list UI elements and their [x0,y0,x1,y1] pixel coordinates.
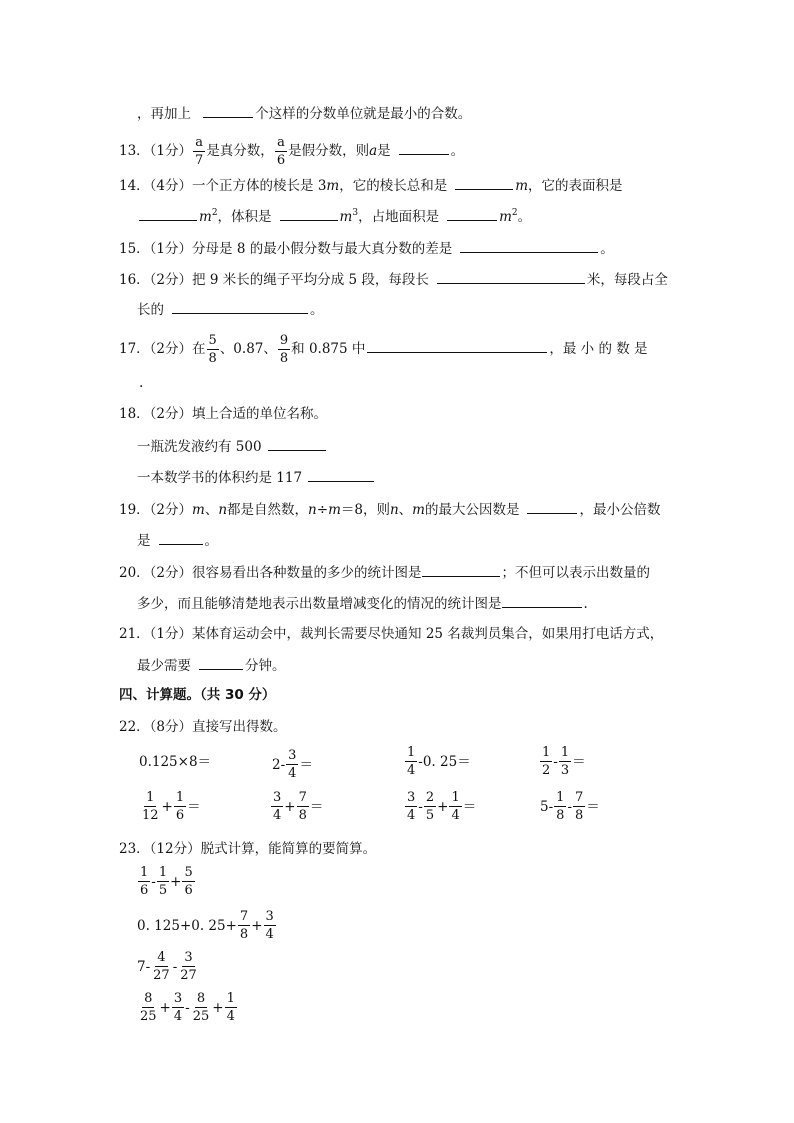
fraction: $\frac{3}{4}$ [265,909,274,942]
answer-blank[interactable] [367,339,547,353]
fraction: $\frac{1}{6}$ [175,790,185,823]
question-19: 19．（2分）m、n都是自然数，n÷m＝8，则n、m的最大公因数是 ，最小公倍数 [119,502,661,518]
answer-blank[interactable] [203,104,253,118]
q23-expression-1: $\frac{1}{6}$ - $\frac{1}{5}$ + $\frac{5}{6}$ [140,865,193,898]
question-18-item2: 一本数学书的体积约是 117 [137,468,376,487]
fraction: $\frac{3}{4}$ [173,991,183,1024]
question-14: 14．（4分）一个正方体的棱长是 3m，它的棱长总和是 m，它的表面积是 [119,178,623,194]
question-16-line2: 长的 。 [137,302,324,318]
question-17-line2: . [139,375,144,391]
fraction: $\frac{3}{4}$ [288,748,297,781]
q22-item-4: $\frac{1}{2}$ - $\frac{1}{3}$ ＝ [542,745,586,778]
line-continuation: ，再加上 个这样的分数单位就是最小的合数。 [137,106,472,122]
answer-blank[interactable] [139,207,197,221]
q22-item-5: $\frac{1}{12}$ + $\frac{1}{6}$ ＝ [142,790,201,823]
fraction: $\frac{3}{4}$ [407,790,416,823]
fraction: $\frac{1}{6}$ [140,865,149,898]
fraction: $\frac{3}{4}$ [273,790,282,823]
answer-blank[interactable] [447,207,497,221]
q22-item-6: $\frac{3}{4}$ + $\frac{7}{8}$ ＝ [273,790,324,823]
fraction: $\frac{1}{2}$ [542,745,551,778]
fraction: $\frac{1}{5}$ [158,865,168,898]
answer-blank[interactable] [172,300,308,314]
q22-item-8: 5- $\frac{1}{8}$ - $\frac{7}{8}$ ＝ [540,790,600,823]
question-13: 13．（1分） $\frac{a}{7}$ 是真分数， $\frac{a}{6}$ 是假分数，则a是 。 [119,135,465,168]
fraction: $\frac{1}{8}$ [556,790,565,823]
question-22: 22．（8分）直接写出得数。 [119,719,287,735]
fraction: $\frac{1}{12}$ [142,790,159,823]
q22-item-2: 2- $\frac{3}{4}$ ＝ [272,748,313,781]
answer-blank[interactable] [527,500,577,514]
fraction: $\frac{5}{6}$ [184,865,193,898]
fraction: $\frac{3}{27}$ [180,950,197,983]
answer-blank[interactable] [399,141,449,155]
question-18-item1: 一瓶洗发液约有 500 [137,437,328,456]
question-16: 16．（2分）把 9 米长的绳子平均分成 5 段，每段长 米，每段占全 [119,272,668,288]
question-20: 20．（2分）很容易看出各种数量的多少的统计图是 ；不但可以表示出数量的 [119,565,651,581]
answer-blank[interactable] [437,270,585,284]
fraction: $\frac{a}{7}$ [195,135,204,168]
question-21-line2: 最少需要 分钟。 [137,658,286,674]
answer-blank[interactable] [199,656,243,670]
question-14-line2: $m^2$，体积是 $m^3$，占地面积是 $m^2$。 [137,207,531,226]
fraction: $\frac{1}{4}$ [226,991,235,1024]
answer-blank[interactable] [308,468,374,482]
fraction: $\frac{7}{8}$ [298,790,307,823]
fraction: $\frac{8}{25}$ [192,991,210,1024]
question-19-line2: 是 。 [137,533,218,549]
fraction: $\frac{2}{5}$ [425,790,435,823]
question-15: 15．（1分）分母是 8 的最小假分数与最大真分数的差是 。 [119,241,614,257]
q22-item-1: 0.125×8＝ [139,754,212,770]
fraction: $\frac{1}{4}$ [451,790,460,823]
answer-blank[interactable] [268,437,326,451]
q22-item-3: $\frac{1}{4}$ -0. 25＝ [407,745,471,778]
q22-item-7: $\frac{3}{4}$ - $\frac{2}{5}$ + $\frac{1}{4}$ ＝ [407,790,477,823]
fraction: $\frac{8}{25}$ [140,991,157,1024]
answer-blank[interactable] [502,594,582,608]
q23-expression-2: 0. 125+0. 25+ $\frac{7}{8}$ + $\frac{3}{4}$ [137,909,274,942]
fraction: $\frac{1}{4}$ [407,745,416,778]
question-23: 23．（12分）脱式计算，能简算的要简算。 [119,841,377,857]
answer-blank[interactable] [460,239,598,253]
fraction: $\frac{9}{8}$ [279,333,289,366]
answer-blank[interactable] [280,207,338,221]
fraction: $\frac{7}{8}$ [575,790,584,823]
question-18: 18．（2分）填上合适的单位名称。 [119,406,328,422]
section-heading: 四、计算题。（共 30 分） [119,687,276,703]
q23-expression-3: 7- $\frac{4}{27}$ - $\frac{3}{27}$ [137,950,197,983]
fraction: $\frac{5}{8}$ [208,333,217,366]
q23-expression-4: $\frac{8}{25}$ + $\frac{3}{4}$ - $\frac{8}{25}$ + $\frac{1}{4}$ [140,991,235,1024]
question-20-line2: 多少，而且能够清楚地表示出数量增减变化的情况的统计图是 . [137,596,588,612]
fraction: $\frac{1}{3}$ [560,745,570,778]
answer-blank[interactable] [455,176,513,190]
fraction: $\frac{a}{6}$ [276,135,286,168]
question-21: 21．（1分）某体育运动会中，裁判长需要尽快通知 25 名裁判员集合，如果用打电话方式， [119,626,664,642]
fraction: $\frac{4}{27}$ [153,950,170,983]
answer-blank[interactable] [422,563,500,577]
question-17: 17．（2分）在 $\frac{5}{8}$ 、0.87、 $\frac{9}{8}$ 和 0.875 中 ，最 小 的 数 是 [119,333,648,366]
fraction: $\frac{7}{8}$ [239,909,249,942]
answer-blank[interactable] [159,531,203,545]
